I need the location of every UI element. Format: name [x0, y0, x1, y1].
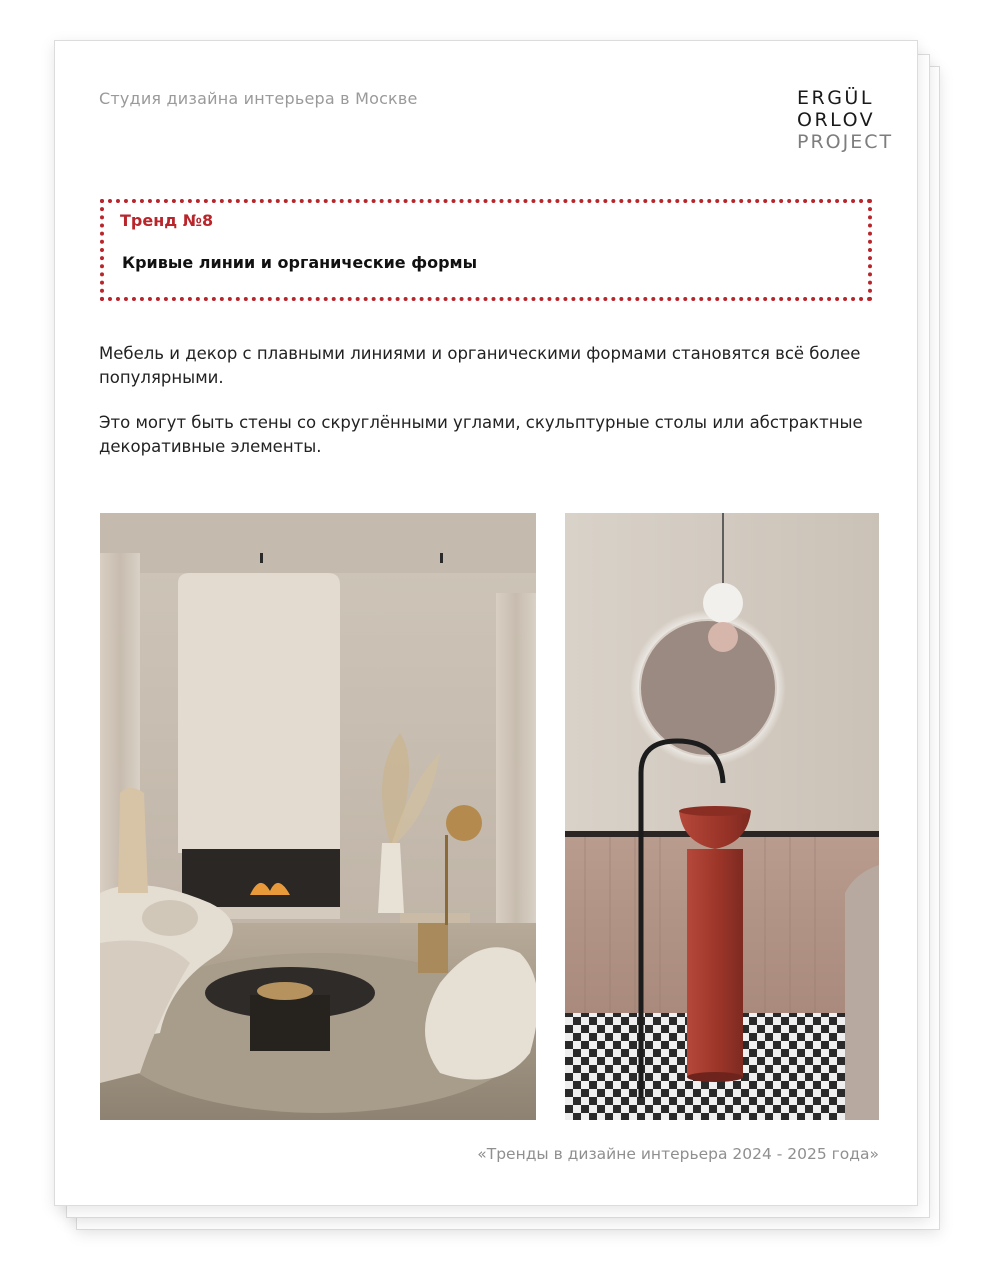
body-paragraph-2: Это могут быть стены со скруглёнными углами, скульптурные столы или абстрактные декоративные элементы.	[99, 413, 863, 456]
bathroom-illustration	[565, 513, 879, 1120]
footer-caption: «Тренды в дизайне интерьера 2024 - 2025 года»	[477, 1145, 879, 1163]
studio-tagline: Студия дизайна интерьера в Москве	[99, 89, 418, 108]
bathroom-sink-photo	[565, 513, 879, 1120]
body-paragraph-1: Мебель и декор с плавными линиями и органическими формами становятся всё более популярными.	[99, 344, 861, 387]
logo-line-ergul: ERGÜL	[797, 87, 874, 109]
logo-line-orlov: ORLOV	[797, 109, 876, 131]
logo-line-project: PROJECT	[797, 131, 894, 153]
document-page	[54, 40, 918, 1206]
trend-title: Кривые линии и органические формы	[122, 253, 478, 272]
trend-callout-box	[100, 199, 872, 301]
living-room-illustration	[100, 513, 536, 1120]
trend-number-label: Тренд №8	[120, 211, 214, 230]
living-room-photo	[100, 513, 536, 1120]
brand-logo	[797, 87, 893, 153]
